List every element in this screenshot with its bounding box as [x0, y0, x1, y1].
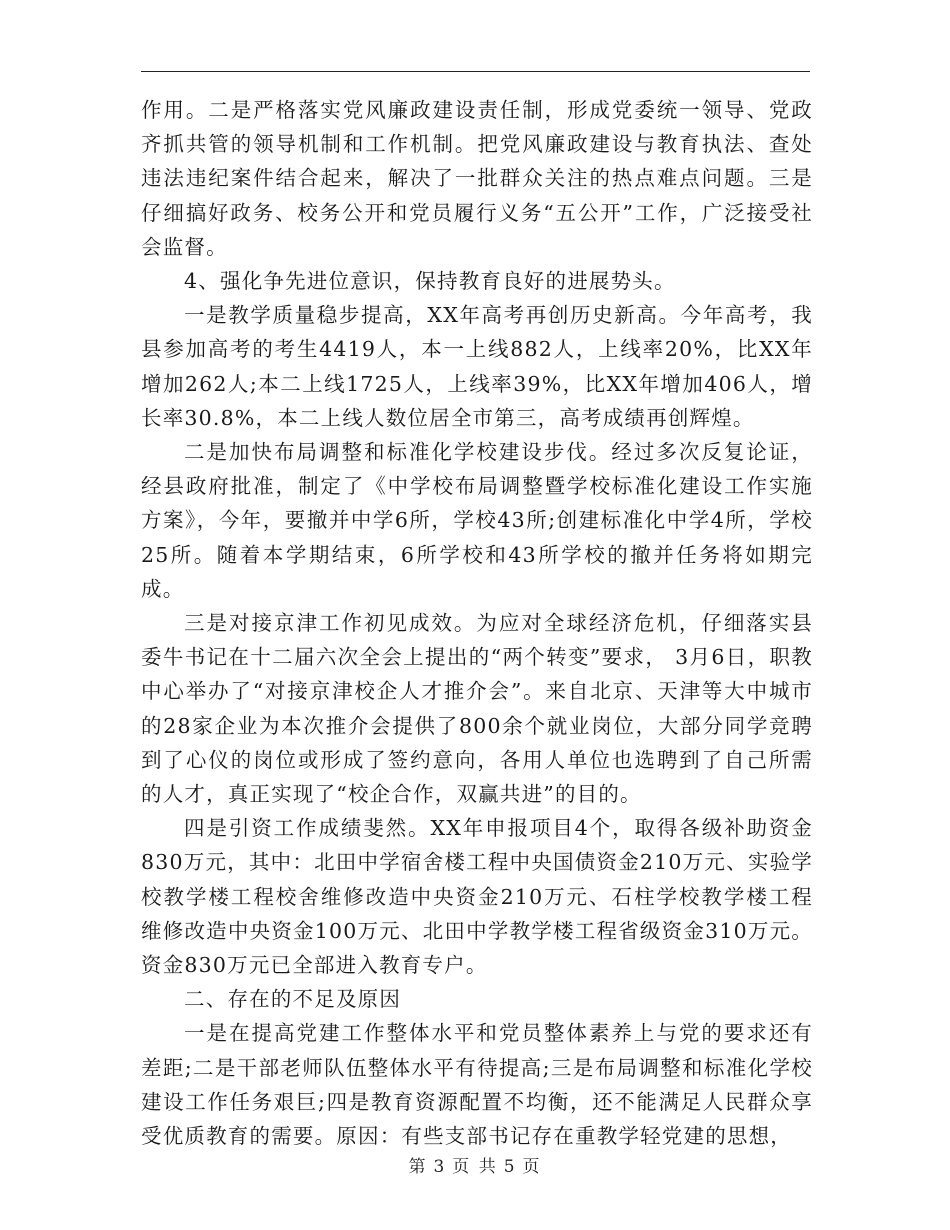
paragraph-6: 四是引资工作成绩斐然。XX年申报项目4个，取得各级补助资金830万元，其中：北田中学宿舍楼工程中央国债资金210万元、实验学校教学楼工程校舍维修改造中央资金210万元、石柱学校教学楼工程维修改造中央资金100万元、北田中学教学楼工程省级资金310万元。资金830万元已全部进入教育专户。 [141, 816, 813, 978]
paragraph-1: 作用。二是严格落实党风廉政建设责任制，形成党委统一领导、党政齐抓共管的领导机制和工作机制。把党风廉政建设与教育执法、查处违法违纪案件结合起来，解决了一批群众关注的热点难点问题。三是仔细搞好政务、校务公开和党员履行义务“五公开”工作，广泛接受社会监督。 [141, 98, 813, 259]
footer-page-number: 3 [433, 1157, 447, 1177]
paragraph-3: 一是教学质量稳步提高，XX年高考再创历史新高。今年高考，我县参加高考的考生4419人，本一上线882人，上线率20%，比XX年增加262人;本二上线1725人，上线率39%，比XX年增加406人，增长率30.8%，本二上线人数位居全市第三，高考成绩再创辉煌。 [141, 303, 813, 430]
paragraph-8: 一是在提高党建工作整体水平和党员整体素养上与党的要求还有差距;二是干部老师队伍整体水平有待提高;三是布局调整和标准化学校建设工作任务艰巨;四是教育资源配置不均衡，还不能满足人民群众享受优质教育的需要。原因：有些支部书记存在重教学轻党建的思想， [141, 1021, 813, 1149]
footer-middle: 页 共 [452, 1157, 498, 1177]
header-rule [141, 71, 810, 72]
footer-total-pages: 5 [503, 1157, 517, 1177]
paragraph-5: 三是对接京津工作初见成效。为应对全球经济危机，仔细落实县委牛书记在十二届六次全会上提出的“两个转变”要求， 3月6日，职教中心举办了“对接京津校企人才推介会”。来自北京、天津等大中城市的28家企业为本次推介会提供了800余个就业岗位，大部分同学竞聘到了心仪的岗位或形成了签约意向，各用人单位也选聘到了自己所需的人才，真正实现了“校企合作，双赢共进”的目的。 [141, 611, 813, 807]
footer-prefix: 第 [408, 1157, 428, 1177]
document-body [141, 93, 813, 1153]
paragraph-4: 二是加快布局调整和标准化学校建设步伐。经过多次反复论证，经县政府批准，制定了《中学校布局调整暨学校标准化建设工作实施方案》，今年，要撤并中学6所，学校43所;创建标准化中学4所，学校25所。随着本学期结束，6所学校和43所学校的撤并任务将如期完成。 [141, 440, 813, 601]
paragraph-2-heading: 4、强化争先进位意识，保持教育良好的进展势头。 [184, 269, 676, 294]
page-footer [0, 1152, 950, 1177]
section-heading: 二、存在的不足及原因 [184, 987, 402, 1012]
footer-suffix: 页 [522, 1157, 542, 1177]
